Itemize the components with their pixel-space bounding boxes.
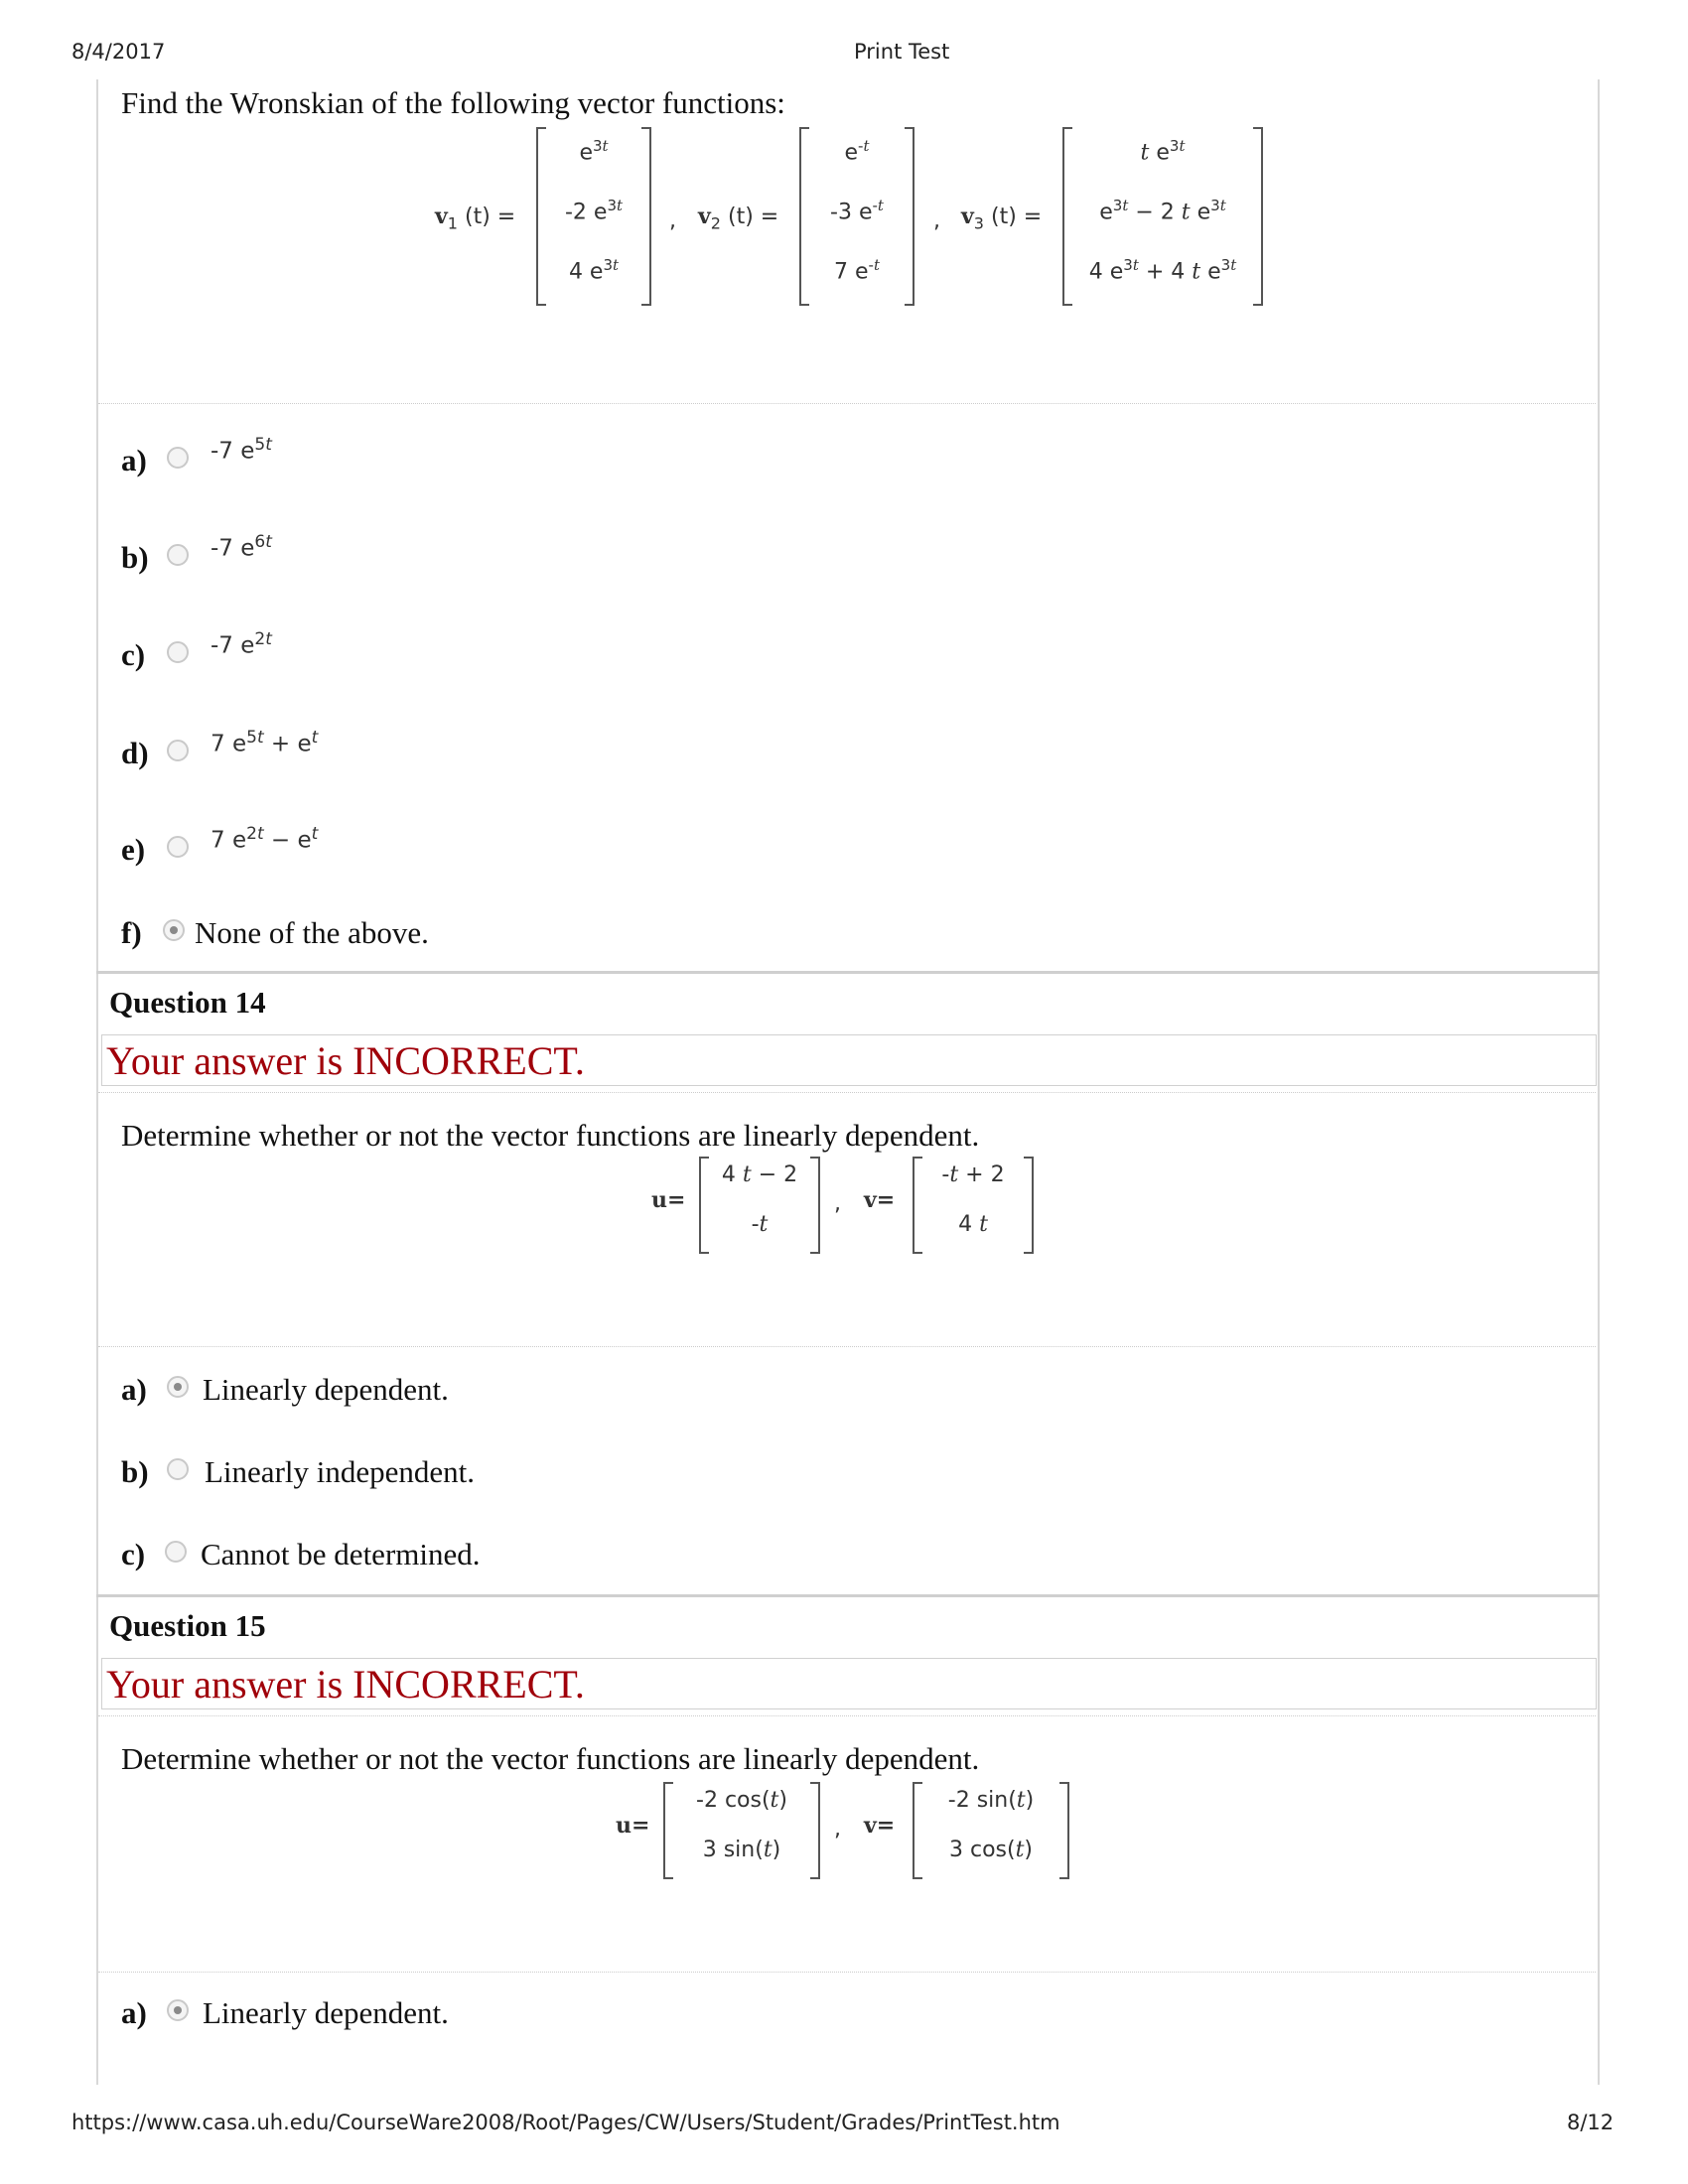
radio-button-selected[interactable] xyxy=(163,919,185,941)
radio-button-selected[interactable] xyxy=(167,1376,189,1398)
q15-feedback: Your answer is INCORRECT. xyxy=(101,1658,1597,1709)
q14-comma: , xyxy=(834,1191,841,1216)
q15-u-row2: 3 sin(t) xyxy=(702,1838,781,1862)
q13-comma-2: , xyxy=(933,208,940,233)
divider xyxy=(98,1972,1596,1973)
q13-v3-row3: 4 $e^{3t} + 4$ t $e^{3t}$ xyxy=(1088,256,1237,285)
divider xyxy=(98,403,1596,404)
q13-v3-row1: t $e^{3t}$ xyxy=(1140,137,1186,166)
option-text: Linearly independent. xyxy=(205,1454,476,1489)
q13-v1-row2: -2 $e^{3t}$ xyxy=(564,197,624,225)
option-label: f) xyxy=(121,915,142,950)
option-math: 7 $e^{5t} + e^t$ xyxy=(211,728,319,757)
q15-u-label: u= xyxy=(616,1813,650,1839)
q14-v-row1: -t + 2 xyxy=(941,1162,1005,1187)
print-date: 8/4/2017 xyxy=(71,40,166,64)
option-label: a) xyxy=(121,443,147,478)
divider xyxy=(98,1346,1596,1347)
option-label: d) xyxy=(121,736,149,770)
q14-v-label: v= xyxy=(864,1187,896,1213)
option-math: -7 $e^{6t}$ xyxy=(211,532,272,562)
radio-button[interactable] xyxy=(167,1458,189,1480)
q15-v-row2: 3 cos(t) xyxy=(948,1838,1034,1862)
option-label: b) xyxy=(121,540,149,575)
q14-u-row2: -t xyxy=(751,1212,769,1237)
q13-comma-1: , xyxy=(669,208,676,233)
footer-url: https://www.casa.uh.edu/CourseWare2008/Root/Pages/CW/Users/Student/Grades/PrintTest.htm xyxy=(71,2111,1060,2134)
option-text: Cannot be determined. xyxy=(201,1537,481,1571)
divider xyxy=(98,1715,1596,1716)
q13-v1-matrix xyxy=(536,127,651,306)
option-label: c) xyxy=(121,637,146,672)
option-math: -7 $e^{2t}$ xyxy=(211,629,272,659)
q15-u-row1: -2 cos(t) xyxy=(696,1788,787,1813)
radio-button[interactable] xyxy=(165,1541,187,1563)
option-label: a) xyxy=(121,1372,147,1407)
q14-v-row2: 4 t xyxy=(958,1212,988,1237)
q13-v2-row2: -3 $e^{-t}$ xyxy=(830,197,884,225)
divider xyxy=(98,1092,1596,1093)
option-label: c) xyxy=(121,1537,146,1571)
radio-button[interactable] xyxy=(167,447,189,469)
q15-u-matrix xyxy=(663,1782,820,1879)
q15-v-label: v= xyxy=(864,1813,896,1839)
q13-v3-label: $v_3$ (t) = xyxy=(961,204,1043,233)
q13-v3-row2: $e^{3t} - 2$ t $e^{3t}$ xyxy=(1099,197,1226,225)
q14-feedback: Your answer is INCORRECT. xyxy=(101,1034,1597,1086)
q15-v-matrix xyxy=(913,1782,1069,1879)
option-math: 7 $e^{2t} - e^t$ xyxy=(211,824,319,854)
option-label: e) xyxy=(121,832,146,867)
option-label: a) xyxy=(121,1995,147,2030)
q15-comma: , xyxy=(834,1817,841,1842)
q13-v3-matrix xyxy=(1062,127,1263,306)
q13-v2-label: $v_2$ (t) = xyxy=(698,204,779,233)
q14-prompt: Determine whether or not the vector functions are linearly dependent. xyxy=(121,1118,980,1153)
q13-v2-row3: 7 $e^{-t}$ xyxy=(834,256,880,285)
option-label: b) xyxy=(121,1454,149,1489)
option-text: Linearly dependent. xyxy=(203,1995,449,2030)
q13-v1-row1: $e^{3t}$ xyxy=(579,137,609,166)
q13-v2-row1: $e^{-t}$ xyxy=(844,137,870,166)
option-text: Linearly dependent. xyxy=(203,1372,449,1407)
question-separator xyxy=(96,971,1600,974)
radio-button-selected[interactable] xyxy=(167,1999,189,2021)
radio-button[interactable] xyxy=(167,641,189,663)
option-math: -7 $e^{5t}$ xyxy=(211,435,272,465)
radio-button[interactable] xyxy=(167,544,189,566)
q13-prompt: Find the Wronskian of the following vector functions: xyxy=(121,85,785,120)
q13-v1-label: $v_1$ (t) = xyxy=(435,204,516,233)
page-title: Print Test xyxy=(854,40,950,64)
q14-u-matrix xyxy=(699,1157,820,1254)
q15-v-row1: -2 sin(t) xyxy=(947,1788,1035,1813)
q14-v-matrix xyxy=(913,1157,1034,1254)
q14-u-row1: 4 t − 2 xyxy=(721,1162,798,1187)
radio-button[interactable] xyxy=(167,836,189,858)
radio-button[interactable] xyxy=(167,740,189,761)
q15-prompt: Determine whether or not the vector functions are linearly dependent. xyxy=(121,1741,980,1776)
question-separator xyxy=(96,1594,1600,1597)
option-text: None of the above. xyxy=(195,915,429,950)
q13-v2-matrix xyxy=(799,127,914,306)
footer-page-number: 8/12 xyxy=(1567,2111,1615,2134)
q13-v1-row3: 4 $e^{3t}$ xyxy=(568,256,620,285)
q14-u-label: u= xyxy=(651,1187,686,1213)
q14-title: Question 14 xyxy=(109,985,266,1020)
q15-title: Question 15 xyxy=(109,1608,266,1643)
